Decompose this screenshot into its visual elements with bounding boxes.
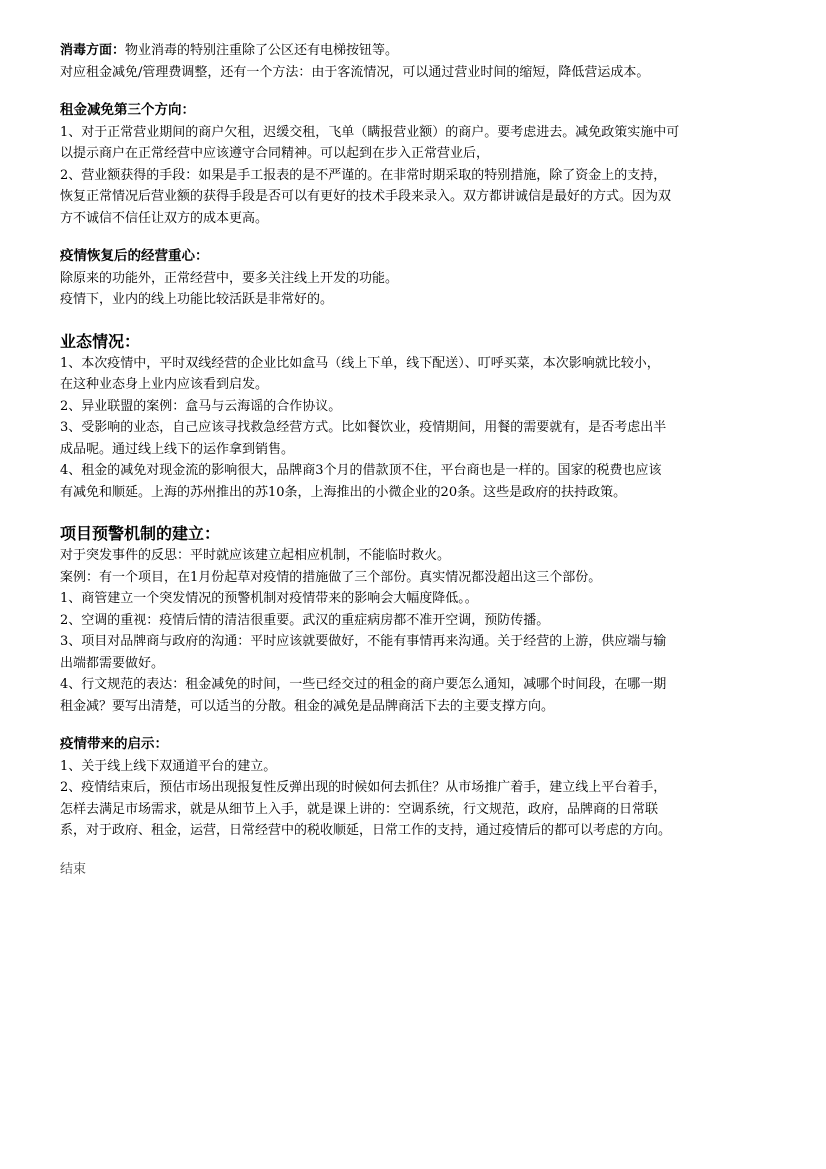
paragraph-line: 3、项目对品牌商与政府的沟通：平时应该就要做好，不能有事情再来沟通。关于经营的上游，供应端与输 bbox=[60, 634, 667, 649]
paragraph-line: 案例：有一个项目，在1月份起草对疫情的措施做了三个部份。真实情况都没超出这三个部份。 bbox=[60, 569, 602, 585]
paragraph-line: 以提示商户在正常经营中应该遵守合同精神。可以起到在步入正常营业后， bbox=[60, 146, 490, 161]
paragraph-line: 1、本次疫情中，平时双线经营的企业比如盒马（线上下单，线下配送）、叮呼买菜，本次影响就比较小， bbox=[60, 355, 660, 371]
document-page bbox=[60, 40, 772, 880]
paragraph-line: 疫情下，业内的线上功能比较活跃是非常好的。 bbox=[60, 292, 334, 307]
paragraph-line: 对于突发事件的反思：平时就应该建立起相应机制，不能临时救火。 bbox=[60, 548, 451, 563]
paragraph-line: 怎样去满足市场需求，就是从细节上入手，就是课上讲的：空调系统，行文规范，政府，品牌商的日常联 bbox=[60, 801, 659, 817]
paragraph-line: 2、异业联盟的案例：盒马与云海谣的合作协议。 bbox=[60, 398, 342, 414]
intro-line-1 bbox=[60, 40, 772, 62]
paragraph-line: 除原来的功能外，正常经营中，要多关注线上开发的功能。 bbox=[60, 270, 399, 286]
paragraph-line: 恢复正常情况后营业额的获得手段是否可以有更好的技术手段来录入。双方都讲诚信是最好的方式。因为双 bbox=[60, 189, 672, 204]
paragraph-line: 1、关于线上线下双通道平台的建立。 bbox=[60, 758, 277, 774]
intro-line-2: 对应租金减免/管理费调整，还有一个方法：由于客流情况，可以通过营业时间的缩短，降低营运成本。 bbox=[60, 64, 650, 80]
paragraph-line: 2、空调的重视：疫情后情的清洁很重要。武汉的重症病房都不准开空调，预防传播。 bbox=[60, 612, 550, 628]
paragraph-line: 4、行文规范的表达：租金减免的时间，一些已经交过的租金的商户要怎么通知，减哪个时间段，在哪一期 bbox=[60, 677, 667, 692]
paragraph-line: 成品呢。通过线上线下的运作拿到销售。 bbox=[60, 441, 295, 457]
paragraph-line: 4、租金的减免对现金流的影响很大，品牌商3个月的借款顶不住，平台商也是一样的。国家的税费也应该 bbox=[60, 463, 662, 478]
section-heading-rent-third-direction: 租金减免第三个方向： bbox=[60, 102, 195, 118]
section-heading-business-formats: 业态情况： bbox=[60, 331, 141, 351]
paragraph-line: 1、对于正常营业期间的商户欠租，迟缓交租，飞单（瞒报营业额）的商户。要考虑进去。减免政策实施中可 bbox=[60, 124, 680, 140]
end-marker: 结束 bbox=[60, 861, 87, 877]
paragraph-line: 有减免和顺延。上海的苏州推出的苏10条，上海推出的小微企业的20条。这些是政府的扶持政策。 bbox=[60, 484, 627, 500]
section-heading-early-warning: 项目预警机制的建立： bbox=[60, 524, 221, 543]
disinfection-text: 物业消毒的特别注重除了公区还有电梯按钮等。 bbox=[125, 43, 399, 58]
paragraph-line: 系，对于政府、租金，运营，日常经营中的税收顺延，日常工作的支持，通过疫情后的都可以考虑的方向。 bbox=[60, 823, 672, 838]
paragraph-line: 2、营业额获得的手段：如果是手工报表的是不严谨的。在非常时期采取的特别措施，除了资金上的支持， bbox=[60, 167, 667, 183]
paragraph-line: 租金减？要写出清楚，可以适当的分散。租金的减免是品牌商活下去的主要支撑方向。 bbox=[60, 698, 555, 714]
paragraph-line: 2、疫情结束后，预估市场出现报复性反弹出现的时候如何去抓住？从市场推广着手，建立线上平台着手， bbox=[60, 780, 667, 795]
disinfection-lead: 消毒方面： bbox=[60, 43, 126, 58]
section-heading-epidemic-insights: 疫情带来的启示： bbox=[60, 736, 168, 752]
paragraph-line: 方不诚信不信任让双方的成本更高。 bbox=[60, 210, 269, 226]
section-heading-recovery-focus: 疫情恢复后的经营重心： bbox=[60, 248, 209, 264]
paragraph-line: 出端都需要做好。 bbox=[60, 655, 165, 671]
paragraph-line: 3、受影响的业态，自己应该寻找救急经营方式。比如餐饮业，疫情期间，用餐的需要就有，是否考虑出半 bbox=[60, 420, 667, 435]
paragraph-line: 1、商管建立一个突发情况的预警机制对疫情带来的影响会大幅度降低。。 bbox=[60, 591, 478, 606]
paragraph-line: 在这种业态身上业内应该看到启发。 bbox=[60, 377, 269, 392]
